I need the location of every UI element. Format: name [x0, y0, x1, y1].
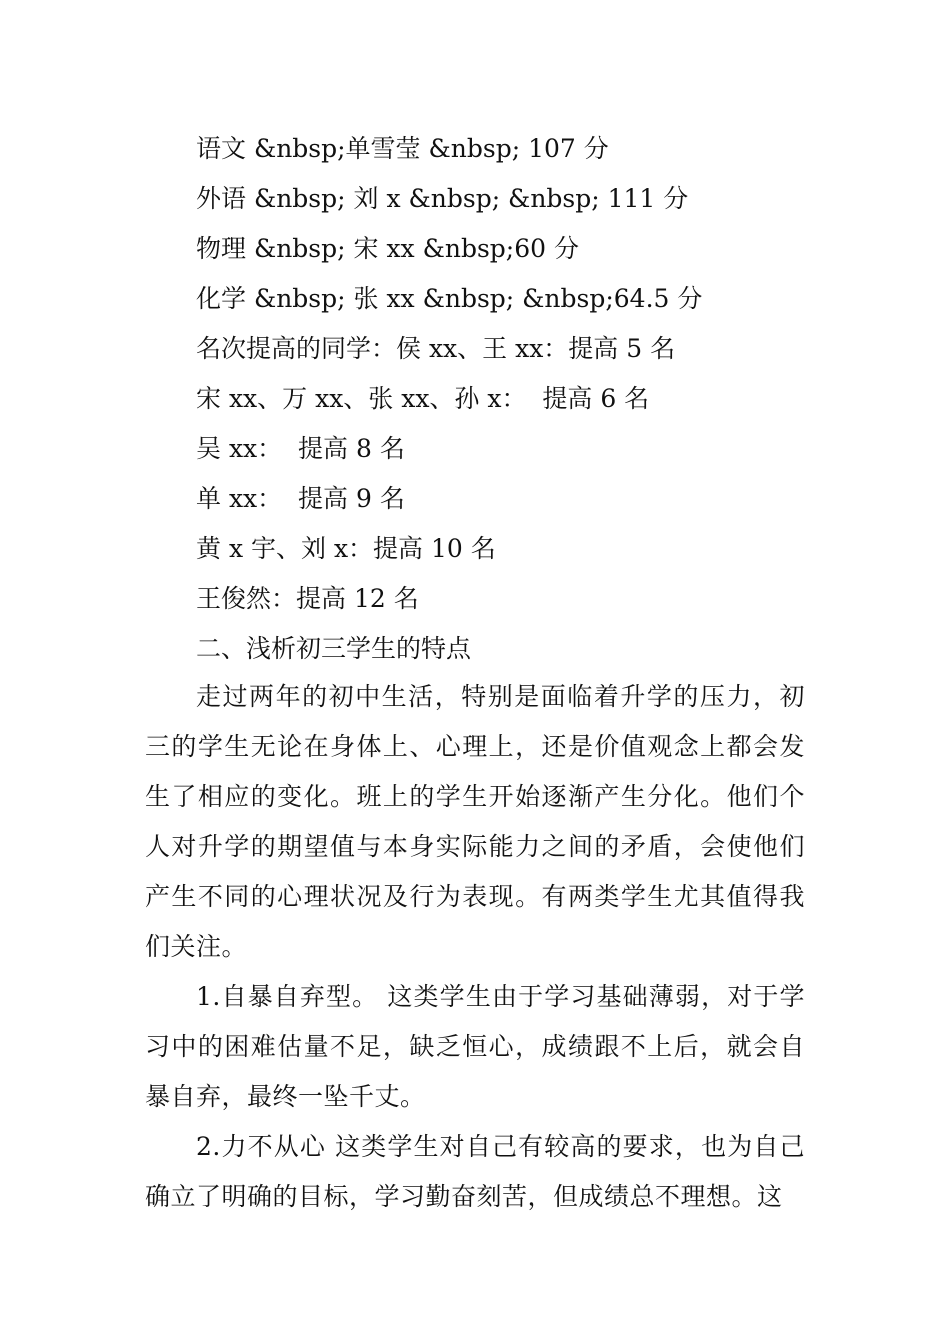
score-line-chinese: 语文 &nbsp;单雪莹 &nbsp; 107 分 — [196, 134, 609, 163]
score-line-chemistry: 化学 &nbsp; 张 xx &nbsp; &nbsp;64.5 分 — [196, 284, 703, 313]
score-line-foreign-language: 外语 &nbsp; 刘 x &nbsp; &nbsp; 111 分 — [196, 184, 689, 213]
improvement-line: 吴 xx： 提高 8 名 — [196, 434, 405, 463]
improvement-line: 单 xx： 提高 9 名 — [196, 484, 405, 513]
improvement-line: 宋 xx、万 xx、张 xx、孙 x： 提高 6 名 — [196, 384, 650, 413]
paragraph-student-characteristics: 走过两年的初中生活，特别是面临着升学的压力，初三的学生无论在身体上、心理上，还是价值观念上都会发生了相应的变化。班上的学生开始逐渐产生分化。他们个人对升学的期望值与本身实际能力之间的矛盾，会使他们产生不同的心理状况及行为表现。有两类学生尤其值得我们关注。 — [145, 682, 805, 961]
paragraph-self-abandonment-type: 1.自暴自弃型。 这类学生由于学习基础薄弱，对于学习中的困难估量不足，缺乏恒心，成绩跟不上后，就会自暴自弃，最终一坠千丈。 — [145, 982, 805, 1111]
improvement-line: 名次提高的同学：侯 xx、王 xx：提高 5 名 — [196, 334, 676, 363]
score-line-physics: 物理 &nbsp; 宋 xx &nbsp;60 分 — [196, 234, 579, 263]
improvement-line: 王俊然：提高 12 名 — [196, 584, 419, 613]
section-heading: 二、浅析初三学生的特点 — [196, 634, 472, 663]
paragraph-overstretched-type: 2.力不从心 这类学生对自己有较高的要求，也为自己确立了明确的目标，学习勤奋刻苦，但成绩总不理想。这 — [145, 1132, 805, 1211]
improvement-line: 黄 x 宇、刘 x：提高 10 名 — [196, 534, 496, 563]
